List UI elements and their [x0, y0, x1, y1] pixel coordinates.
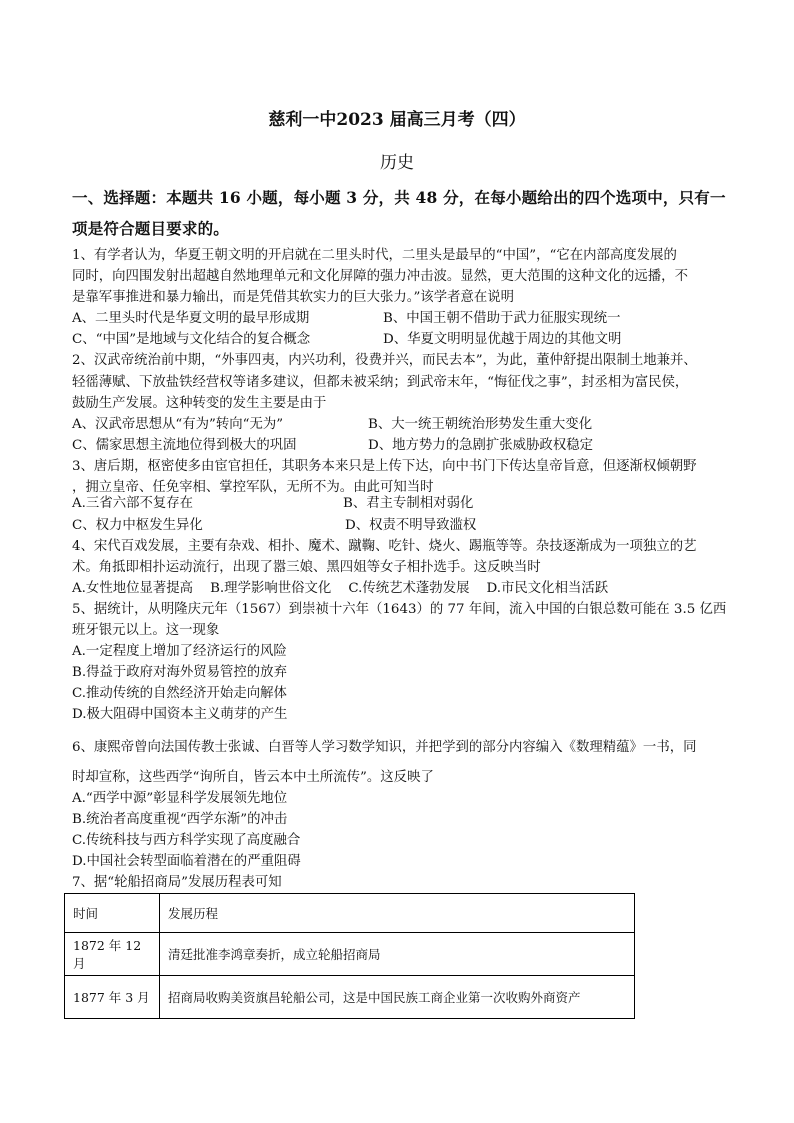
q5-option-b: B.得益于政府对海外贸易管控的放弃	[72, 665, 287, 680]
q1-line2: 同时，向四围发射出超越自然地理单元和文化屏障的强力冲击波。显然，更大范围的这种文化的远播，不	[72, 269, 688, 284]
q5-line2: 班牙银元以上。这一现象	[72, 623, 220, 638]
table-cell-event: 清廷批准李鸿章奏折，成立轮船招商局	[160, 933, 635, 976]
table-header-time: 时间	[65, 894, 160, 933]
q1-option-a: A、二里头时代是华夏文明的最早形成期	[72, 311, 310, 326]
q6-option-c: C.传统科技与西方科学实现了高度融合	[72, 833, 301, 848]
q2-line1: 2、汉武帝统治前中期，“外事四夷，内兴功利，役费并兴，而民去本”，为此，董仲舒提出限制土地兼并、	[72, 353, 697, 368]
table-cell-time: 1877 年 3 月	[65, 976, 160, 1019]
q6-option-a: A.“西学中源”彰显科学发展领先地位	[72, 791, 288, 806]
table-cell-time: 1872 年 12 月	[65, 933, 160, 976]
q1-line1: 1、有学者认为，华夏王朝文明的开启就在二里头时代，二里头是最早的“中国”，“它在内部高度发展的	[72, 248, 677, 263]
q2-option-b: B、大一统王朝统治形势发生重大变化	[368, 417, 593, 432]
exam-title: 慈利一中2023 届高三月考（四）	[268, 110, 526, 130]
q3-option-a: A.三省六部不复存在	[72, 496, 194, 511]
q4-line1: 4、宋代百戏发展，主要有杂戏、相扑、魔术、蹴鞠、吃针、烧火、踢瓶等等。杂技逐渐成为一项独立的艺	[72, 539, 697, 554]
q2-option-d: D、地方势力的急剧扩张威胁政权稳定	[368, 438, 593, 453]
q5-option-a: A.一定程度上增加了经济运行的风险	[72, 644, 287, 659]
q3-option-c: C、权力中枢发生异化	[72, 518, 203, 533]
table-header-row	[65, 894, 635, 933]
q1-line3: 是靠军事推进和暴力输出，而是凭借其软实力的巨大张力。”该学者意在说明	[72, 290, 515, 305]
q3-option-d: D、权责不明导致滥权	[345, 518, 477, 533]
q5-line1: 5、据统计，从明隆庆元年（1567）到崇祯十六年（1643）的 77 年间，流入中国的白银总数可能在 3.5 亿西	[72, 602, 727, 617]
q7-history-table	[64, 893, 635, 1019]
q1-option-b: B、中国王朝不借助于武力征服实现统一	[383, 311, 621, 326]
q2-option-a: A、汉武帝思想从“有为”转向“无为”	[72, 417, 284, 432]
q2-line2: 轻徭薄赋、下放盐铁经营权等诸多建议，但都未被采纳；到武帝末年，“悔征伐之事”，封丞相为富民侯，	[72, 375, 689, 390]
q1-option-d: D、华夏文明明显优越于周边的其他文明	[383, 332, 622, 347]
q1-option-c: C、“中国”是地域与文化结合的复合概念	[72, 332, 311, 347]
q3-line2: ，拥立皇帝、任免宰相、掌控军队，无所不为。由此可知当时	[72, 480, 434, 495]
section-heading-line1: 一、选择题：本题共 16 小题，每小题 3 分，共 48 分，在每小题给出的四个选项中，只有一	[72, 188, 726, 207]
section-heading-line2: 项是符合题目要求的。	[72, 219, 230, 238]
q6-option-b: B.统治者高度重视“西学东渐”的冲击	[72, 812, 288, 827]
table-row	[65, 933, 635, 976]
table-row	[65, 976, 635, 1019]
q6-option-d: D.中国社会转型面临着潜在的严重阻碍	[72, 854, 301, 869]
q3-line1: 3、唐后期，枢密使多由宦官担任，其职务本来只是上传下达，向中书门下传达皇帝旨意，但逐渐权倾朝野	[72, 459, 697, 474]
q4-options: A.女性地位显著提高 B.理学影响世俗文化 C.传统艺术蓬勃发展 D.市民文化相当活跃	[72, 581, 609, 596]
table-cell-event: 招商局收购美资旗昌轮船公司，这是中国民族工商企业第一次收购外商资产	[160, 976, 635, 1019]
subject-title: 历史	[380, 153, 414, 173]
q5-option-c: C.推动传统的自然经济开始走向解体	[72, 686, 287, 701]
q6-line1: 6、康熙帝曾向法国传教士张诚、白晋等人学习数学知识，并把学到的部分内容编入《数理精蕴》一书，同	[72, 740, 697, 755]
q2-line3: 鼓励生产发展。这种转变的发生主要是由于	[72, 396, 327, 411]
q6-line2: 时却宣称，这些西学“询所自，皆云本中土所流传”。这反映了	[72, 770, 434, 785]
q5-option-d: D.极大阻碍中国资本主义萌芽的产生	[72, 707, 288, 722]
q7-stem: 7、据“轮船招商局”发展历程表可知	[72, 875, 282, 890]
q4-line2: 术。角抵即相扑运动流行，出现了嚣三娘、黑四姐等女子相扑选手。这反映当时	[72, 560, 541, 575]
table-header-history: 发展历程	[160, 894, 635, 933]
q3-option-b: B、君主专制相对弱化	[343, 496, 474, 511]
q2-option-c: C、儒家思想主流地位得到极大的巩固	[72, 438, 297, 453]
